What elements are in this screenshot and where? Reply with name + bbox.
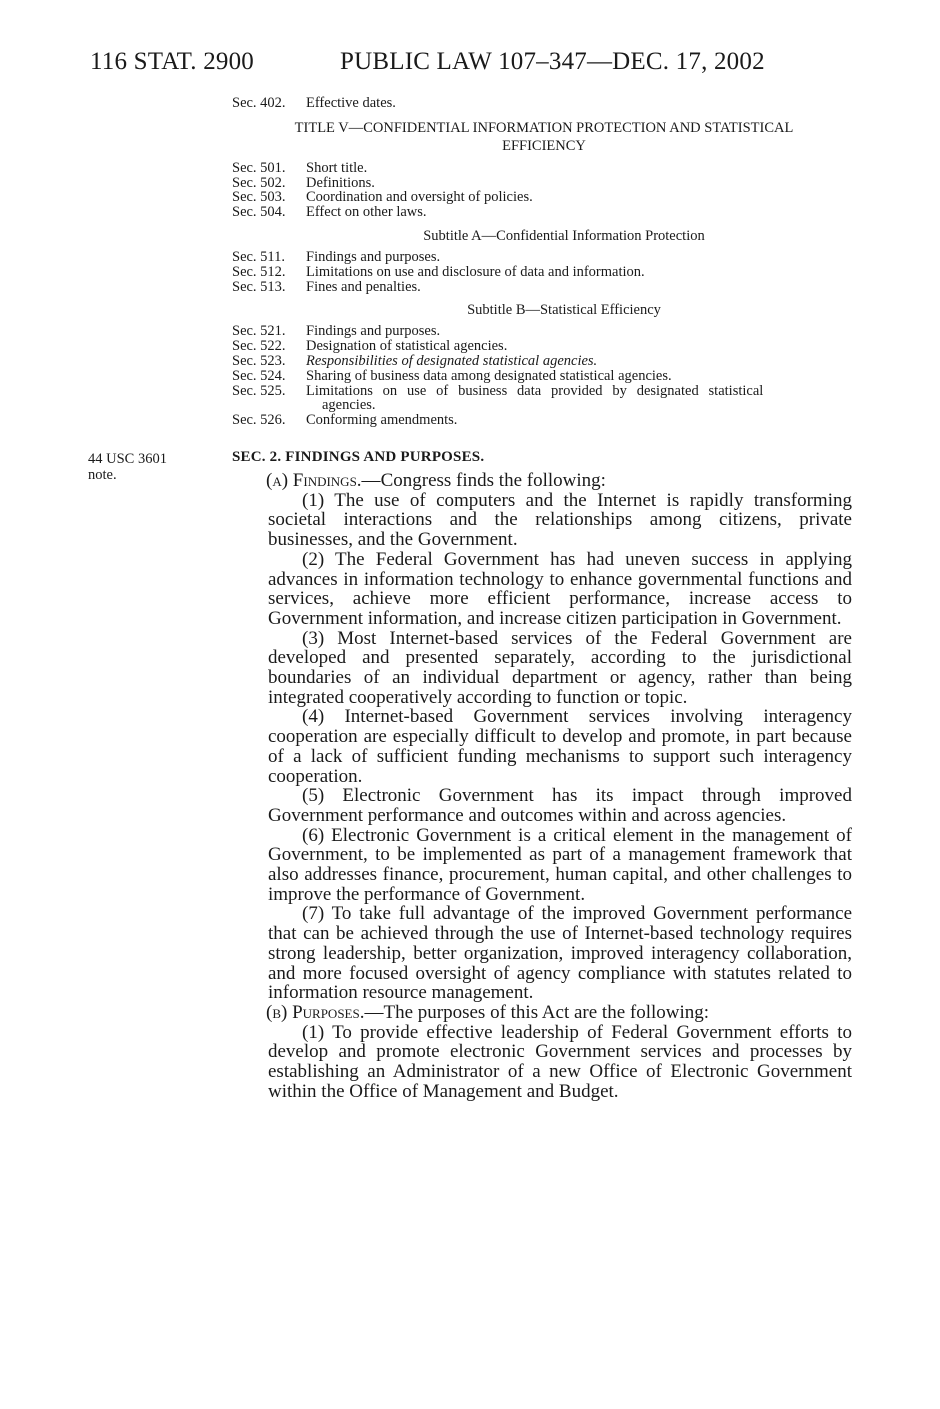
toc-entry-number: Sec. 521. — [232, 323, 286, 340]
finding-paragraph: (6) Electronic Government is a critical element in the management of Government, to be implemented as part of a management framework that also addresses finance, procurement, human capital, and other challenges to improve the performance of Government. — [268, 824, 852, 905]
toc-entry — [232, 413, 856, 428]
toc-entry — [232, 354, 856, 369]
toc-entry-continuation: agencies. — [322, 397, 376, 414]
toc-entry-number: Sec. 502. — [232, 174, 286, 191]
toc-entry-number: Sec. 511. — [232, 248, 286, 265]
findings-label: (a) Findings.— — [266, 470, 381, 491]
subtitle-b-heading: Subtitle B—Statistical Efficiency — [467, 302, 661, 319]
toc-entry-number: Sec. 501. — [232, 159, 286, 176]
toc-entry-number: Sec. 504. — [232, 204, 286, 221]
toc-entry-text: Effect on other laws. — [306, 204, 427, 221]
stat-page-number: 116 STAT. 2900 — [90, 48, 254, 75]
purpose-paragraph: (1) To provide effective leadership of Federal Government efforts to develop and promote electronic Government services and processes by establishing an Administrator of a new Office of Electronic Government within the Office of Management and Budget. — [268, 1021, 852, 1102]
toc-entry — [232, 161, 856, 176]
toc-entry-text: Limitations on use of business data provided by designated statistical — [306, 382, 764, 399]
toc-entry — [232, 96, 856, 111]
title-v-heading-line2: EFFICIENCY — [502, 137, 586, 154]
finding-paragraph: (3) Most Internet-based services of the Federal Government are developed and presented separately, according to the jurisdictional boundaries of an individual department or agency, rather than being integrated cooperatively according to function or topic. — [268, 627, 852, 708]
toc-entry — [232, 250, 856, 265]
toc-entry — [232, 205, 856, 220]
section-2-body — [268, 471, 852, 1102]
title-v-heading-line1: TITLE V—CONFIDENTIAL INFORMATION PROTECTION AND STATISTICAL — [294, 119, 794, 136]
table-of-contents — [232, 96, 856, 428]
toc-entry-text: Fines and penalties. — [306, 278, 421, 295]
purposes-intro-paragraph — [266, 1003, 852, 1023]
toc-entry-text: Responsibilities of designated statistical agencies. — [306, 352, 598, 369]
toc-entry-text: Coordination and oversight of policies. — [306, 189, 533, 206]
toc-entry-number: Sec. 526. — [232, 412, 286, 429]
toc-entry — [232, 190, 856, 205]
toc-entry-number: Sec. 513. — [232, 278, 286, 295]
toc-entry-text: Sharing of business data among designated statistical agencies. — [306, 367, 672, 384]
toc-entry-number: Sec. 503. — [232, 189, 286, 206]
finding-paragraph: (1) The use of computers and the Internet is rapidly transforming societal interactions and the relationships among citizens, private businesses, and the Government. — [268, 489, 852, 551]
margin-note-line2: note. — [88, 467, 117, 483]
toc-entry-number: Sec. 522. — [232, 338, 286, 355]
findings-intro-paragraph — [266, 471, 852, 491]
toc-entry-text: Designation of statistical agencies. — [306, 338, 508, 355]
toc-entry-number: Sec. 525. — [232, 382, 286, 399]
toc-entry — [232, 384, 856, 399]
toc-entry-text: Findings and purposes. — [306, 323, 441, 340]
margin-citation-note — [88, 451, 167, 483]
toc-entry-number: Sec. 512. — [232, 263, 286, 280]
findings-intro: Congress finds the following: — [380, 470, 606, 491]
title-v-heading — [232, 119, 856, 155]
toc-entry-text: Limitations on use and disclosure of data and information. — [306, 263, 645, 280]
toc-entry-number: Sec. 524. — [232, 367, 286, 384]
purposes-intro: The purposes of this Act are the following: — [383, 1001, 710, 1023]
toc-entry — [232, 339, 856, 354]
toc-entry — [232, 324, 856, 339]
toc-entry — [232, 176, 856, 191]
finding-paragraph: (5) Electronic Government has its impact through improved Government performance and outcomes within and across agencies. — [268, 785, 852, 826]
toc-entry — [232, 369, 856, 384]
toc-entry-text: Conforming amendments. — [306, 412, 458, 429]
toc-entry-number: Sec. 523. — [232, 352, 286, 369]
toc-entry — [232, 265, 856, 280]
purposes-label: (b) Purposes.— — [266, 1001, 384, 1023]
public-law-title: PUBLIC LAW 107–347—DEC. 17, 2002 — [340, 48, 765, 75]
finding-paragraph: (2) The Federal Government has had uneven success in applying advances in information technology to enhance governmental functions and services, achieve more efficient performance, increase access to Government information, and increase citizen participation in Government. — [268, 548, 852, 629]
toc-entry-text: Definitions. — [306, 174, 375, 191]
section-2-heading: SEC. 2. FINDINGS AND PURPOSES. — [232, 449, 485, 465]
toc-entry-text: Findings and purposes. — [306, 248, 441, 265]
toc-entry-text: Effective dates. — [306, 95, 396, 111]
margin-note-line1: 44 USC 3601 — [88, 451, 167, 467]
finding-paragraph: (4) Internet-based Government services involving interagency cooperation are especially difficult to develop and promote, in part because of a lack of sufficient funding mechanisms to support such interagency cooperation. — [268, 706, 852, 787]
finding-paragraph: (7) To take full advantage of the improved Government performance that can be achieved through the use of Internet-based technology requires strong leadership, better organization, improved interagency collaboration, and more focused oversight of agency compliance with statutes related to information resource management. — [268, 903, 852, 1004]
toc-entry-number: Sec. 402. — [232, 95, 286, 111]
toc-entry-text: Short title. — [306, 159, 368, 176]
subtitle-a-heading: Subtitle A—Confidential Information Protection — [423, 227, 705, 244]
toc-entry — [232, 280, 856, 295]
